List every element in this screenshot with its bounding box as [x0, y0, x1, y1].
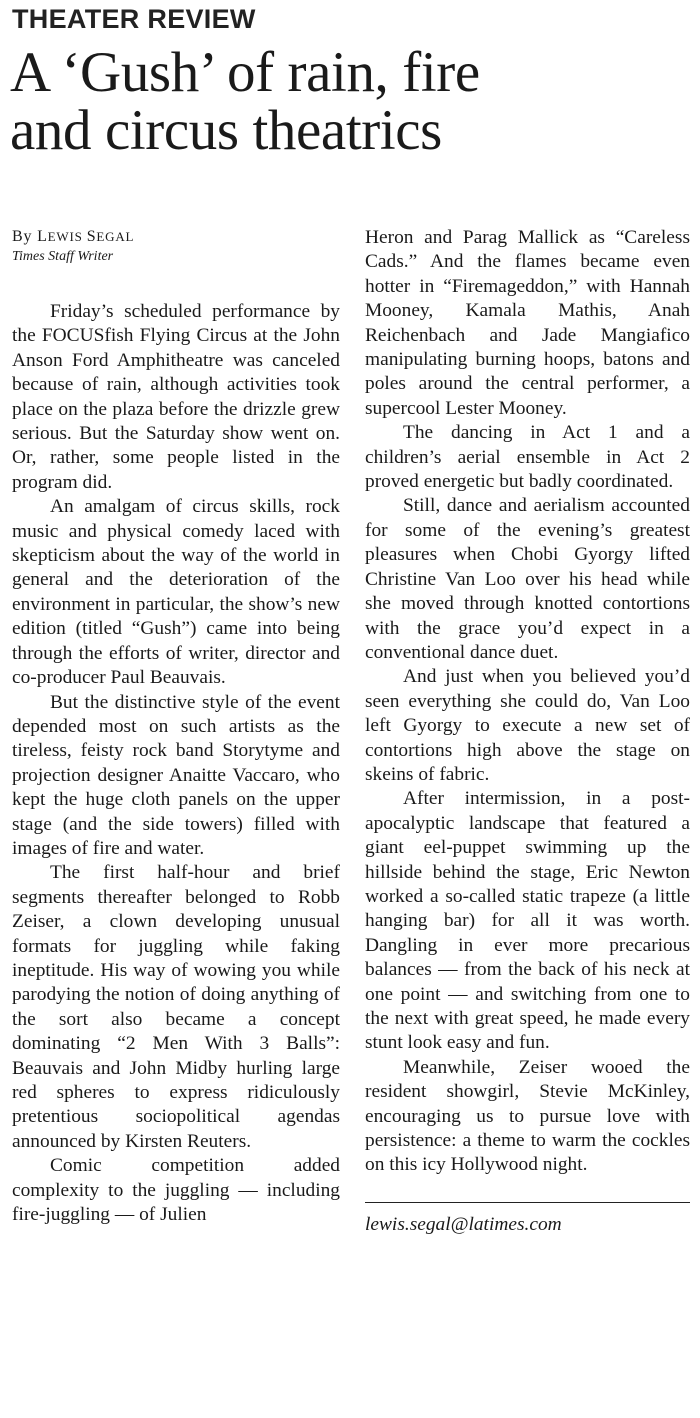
paragraph-continuation: Heron and Parag Mallick as “Careless Cads.” And the flames became even hotter in “Firemageddon,” with Hannah Mooney, Kamala Mathis, Anah Reichenbach and Jade Mangiafico manipulating burning hoops, batons and poles around the central performer, a supercool Lester Mooney. [365, 227, 690, 419]
paragraph: The first half-hour and brief segments thereafter belonged to Robb Zeiser, a clown developing unusual formats for juggling while faking ineptitude. His way of wowing you while parodying the notion of doing anything of the sort also became a concept dominating “2 Men With 3 Balls”: Beauvais and John Midby hurling large red spheres to express ridiculously pretentious sociopolitical agendas announced by Kirsten Reuters. [12, 862, 340, 1152]
author-email[interactable]: lewis.segal@latimes.com [365, 1213, 562, 1235]
headline-line-1: A ‘Gush’ of rain, fire [10, 41, 480, 104]
divider [365, 1202, 690, 1203]
headline [10, 41, 690, 162]
article-column-2 [365, 226, 690, 1237]
byline [12, 226, 340, 248]
article-column-1 [12, 226, 340, 1227]
byline-first-initial: L [37, 228, 48, 245]
byline-last-rest: EGAL [96, 229, 135, 244]
paragraph: Still, dance and aerialism accounted for some of the evening’s greatest pleasures when Chobi Gyorgy lifted Christine Van Loo over his head while she moved through knotted contortions with the grace you’d expect in a conventional dance duet. [365, 495, 690, 663]
paragraph: Meanwhile, Zeiser wooed the resident showgirl, Stevie McKinley, encouraging us to pursue love with persistence: a theme to warm the cockles on this icy Hollywood night. [365, 1056, 690, 1176]
paragraph: An amalgam of circus skills, rock music and physical comedy laced with skepticism about the way of the world in general and the deterioration of the environment in particular, the show’s new edition (titled “Gush”) came into being through the efforts of writer, director and co-producer Paul Beauvais. [12, 496, 340, 689]
paragraph: But the distinctive style of the event depended most on such artists as the tireless, feisty rock band Storytyme and projection designer Anaitte Vaccaro, who kept the huge cloth panels on the upper stage (and the side towers) filled with images of fire and water. [12, 691, 340, 859]
paragraph: Friday’s scheduled performance by the FOCUSfish Flying Circus at the John Anson Ford Amphitheatre was canceled because of rain, although activities took place on the plaza before the drizzle grew serious. But the Saturday show went on. Or, rather, some people listed in the program did. [12, 301, 340, 493]
byline-by: By [12, 228, 38, 245]
paragraph: And just when you believed you’d seen everything she could do, Van Loo left Gyorgy to execute a new set of contortions high above the stage on skeins of fabric. [365, 666, 690, 785]
paragraph: Comic competition added complexity to the juggling — including fire-juggling — of Julien [12, 1155, 340, 1226]
byline-last-initial: S [86, 228, 97, 245]
section-kicker: THEATER REVIEW [12, 4, 256, 34]
headline-line-2: and circus theatrics [10, 99, 442, 162]
byline-first-rest: EWIS [47, 229, 87, 244]
paragraph: After intermission, in a post-apocalyptic landscape that featured a giant eel-puppet swimming up the hillside behind the stage, Eric Newton worked a so-called static trapeze (a little hanging bar) for all it was worth. Dangling in ever more precarious balances — from the back of his neck at one point — and switching from one to the next with great speed, he made every stunt look easy and fun. [365, 788, 690, 1054]
byline-role: Times Staff Writer [12, 249, 114, 264]
paragraph: The dancing in Act 1 and a children’s aerial ensemble in Act 2 proved energetic but badly coordinated. [365, 422, 690, 493]
